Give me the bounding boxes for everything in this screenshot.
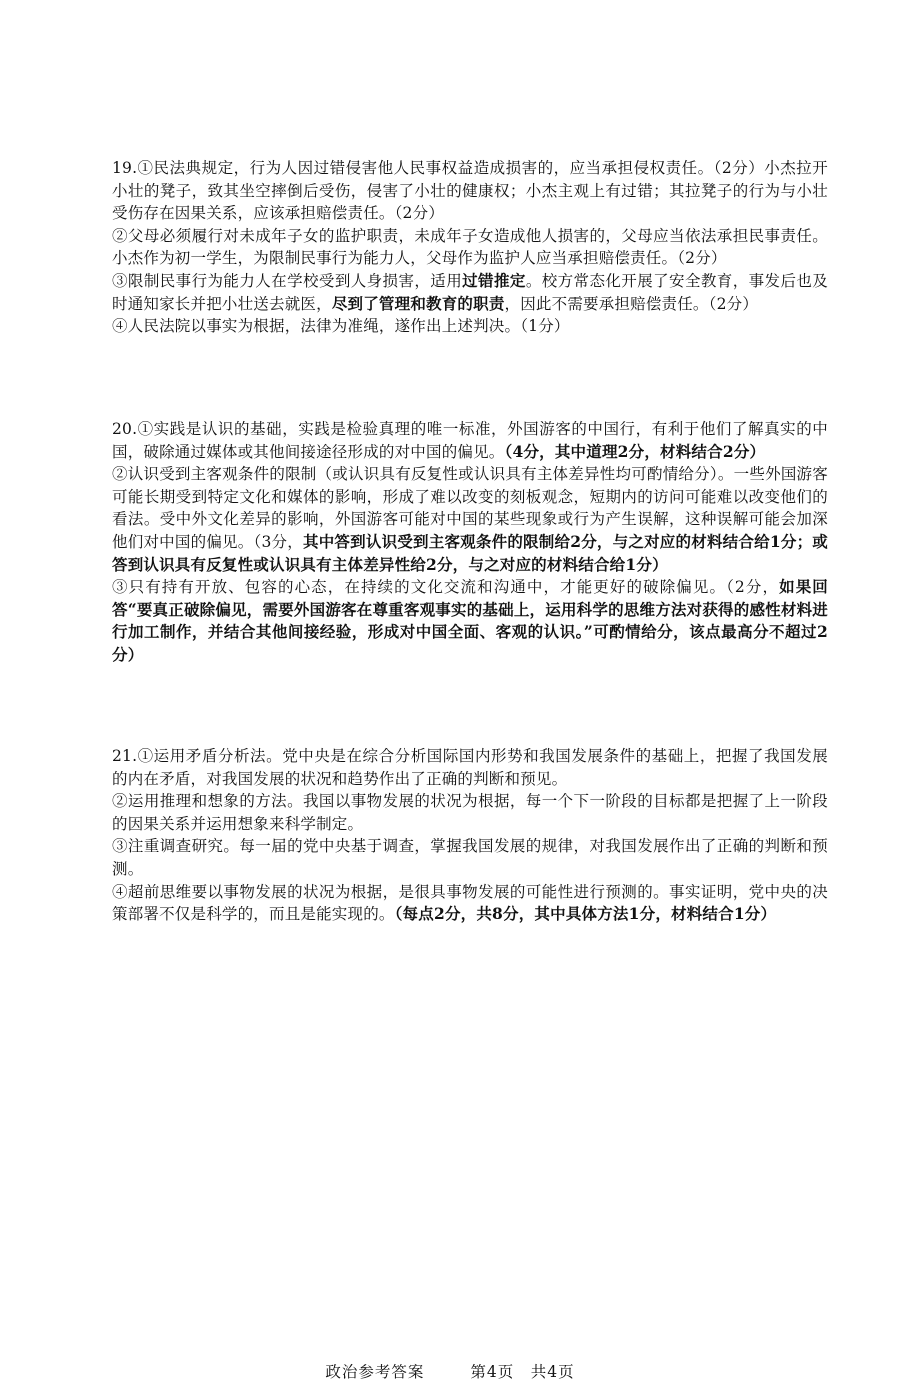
q21-point-2 — [112, 790, 828, 835]
q19-point-3-text-a: ③限制民事行为能力人在学校受到人身损害，适用 — [112, 271, 463, 290]
q19-point-3-keyword-duty-fulfilled: 尽到了管理和教育的职责 — [331, 293, 505, 313]
q19-point-4 — [112, 315, 828, 338]
q20-point-2 — [112, 463, 828, 576]
q21-point-1 — [112, 745, 828, 790]
q19-point-1 — [112, 157, 828, 225]
q20-point-2-scoring: 其中答到认识受到主客观条件的限制给2分，与之对应的材料结合给1分；或答到认识具有反复性或认识具有主体差异性给2分，与之对应的材料结合给1分） — [112, 531, 828, 574]
q19-point-3-text-e: ，因此不需要承担赔偿责任。（2分） — [504, 294, 759, 313]
q21-point-1-text: 21.①运用矛盾分析法。党中央是在综合分析国际国内形势和我国发展条件的基础上，把握了我国发展的内在矛盾，对我国发展的状况和趋势作出了正确的判断和预见。 — [112, 747, 828, 788]
question-20-answer — [112, 418, 828, 667]
footer-doc-title: 政治参考答案 — [325, 1363, 425, 1381]
footer-page-info: 第4页 共4页 — [470, 1363, 575, 1381]
question-21-answer — [112, 745, 828, 926]
q20-point-3-scoring: 如果回答“要真正破除偏见，需要外国游客在尊重客观事实的基础上，运用科学的思维方法对获得的感性材料进行加工制作，并结合其他间接经验，形成对中国全面、客观的认识。”可酌情给分，该点最高分不超过2分） — [112, 577, 828, 664]
q19-point-3 — [112, 270, 828, 315]
q21-point-4-scoring: （每点2分，共8分，其中具体方法1分，材料结合1分） — [394, 904, 777, 924]
q20-point-1 — [112, 418, 828, 463]
q20-point-3 — [112, 576, 828, 666]
q20-point-2-text: ②认识受到主客观条件的限制（或认识具有反复性或认识具有主体差异性均可酌情给分）。一些外国游客可能长期受到特定文化和媒体的影响，形成了难以改变的刻板观念，短期内的访问可能难以改变他们的看法。受中外文化差异的影响，外国游客可能对中国的某些现象或行为产生误解，这种误解可能会加深他们对中国的偏见。（3分， — [112, 465, 828, 551]
q19-point-1-text: 19.①民法典规定，行为人因过错侵害他人民事权益造成损害的，应当承担侵权责任。（2分）小杰拉开小壮的凳子，致其坐空摔倒后受伤，侵害了小壮的健康权；小杰主观上有过错；其拉凳子的行为与小壮受伤存在因果关系，应该承担赔偿责任。（2分） — [112, 159, 828, 223]
q21-point-2-text: ②运用推理和想象的方法。我国以事物发展的状况为根据，每一个下一阶段的目标都是把握了上一阶段的因果关系并运用想象来科学制定。 — [112, 792, 828, 833]
q20-point-1-scoring: （4分，其中道理2分，材料结合2分） — [504, 441, 766, 461]
q19-point-2 — [112, 225, 828, 270]
q20-point-1-text: 20.①实践是认识的基础，实践是检验真理的唯一标准，外国游客的中国行，有利于他们了解真实的中国，破除通过媒体或其他间接途径形成的对中国的偏见。 — [112, 420, 828, 461]
q19-point-3-keyword-fault-presumption: 过错推定 — [462, 270, 526, 290]
page-footer — [0, 1360, 900, 1382]
q21-point-4 — [112, 881, 828, 926]
q21-point-3-text: ③注重调查研究。每一届的党中央基于调查，掌握我国发展的规律，对我国发展作出了正确的判断和预测。 — [112, 837, 828, 878]
q19-point-2-text: ②父母必须履行对未成年子女的监护职责，未成年子女造成他人损害的，父母应当依法承担民事责任。小杰作为初一学生，为限制民事行为能力人，父母作为监护人应当承担赔偿责任。（2分） — [112, 226, 828, 268]
q20-point-3-text: ③只有持有开放、包容的心态，在持续的文化交流和沟通中，才能更好的破除偏见。（2分， — [112, 578, 780, 597]
q21-point-4-text: ④超前思维要以事物发展的状况为根据，是很具事物发展的可能性进行预测的。事实证明，党中央的决策部署不仅是科学的，而且是能实现的。 — [112, 882, 828, 924]
q21-point-3 — [112, 835, 828, 880]
question-19-answer — [112, 157, 828, 338]
q19-point-4-text: ④人民法院以事实为根据，法律为准绳，遂作出上述判决。（1分） — [112, 317, 570, 336]
q19-point-3-text-c: 。校方常态化开展了安全教育，事发后也及时通知家长并把小壮送去就医， — [112, 271, 828, 313]
